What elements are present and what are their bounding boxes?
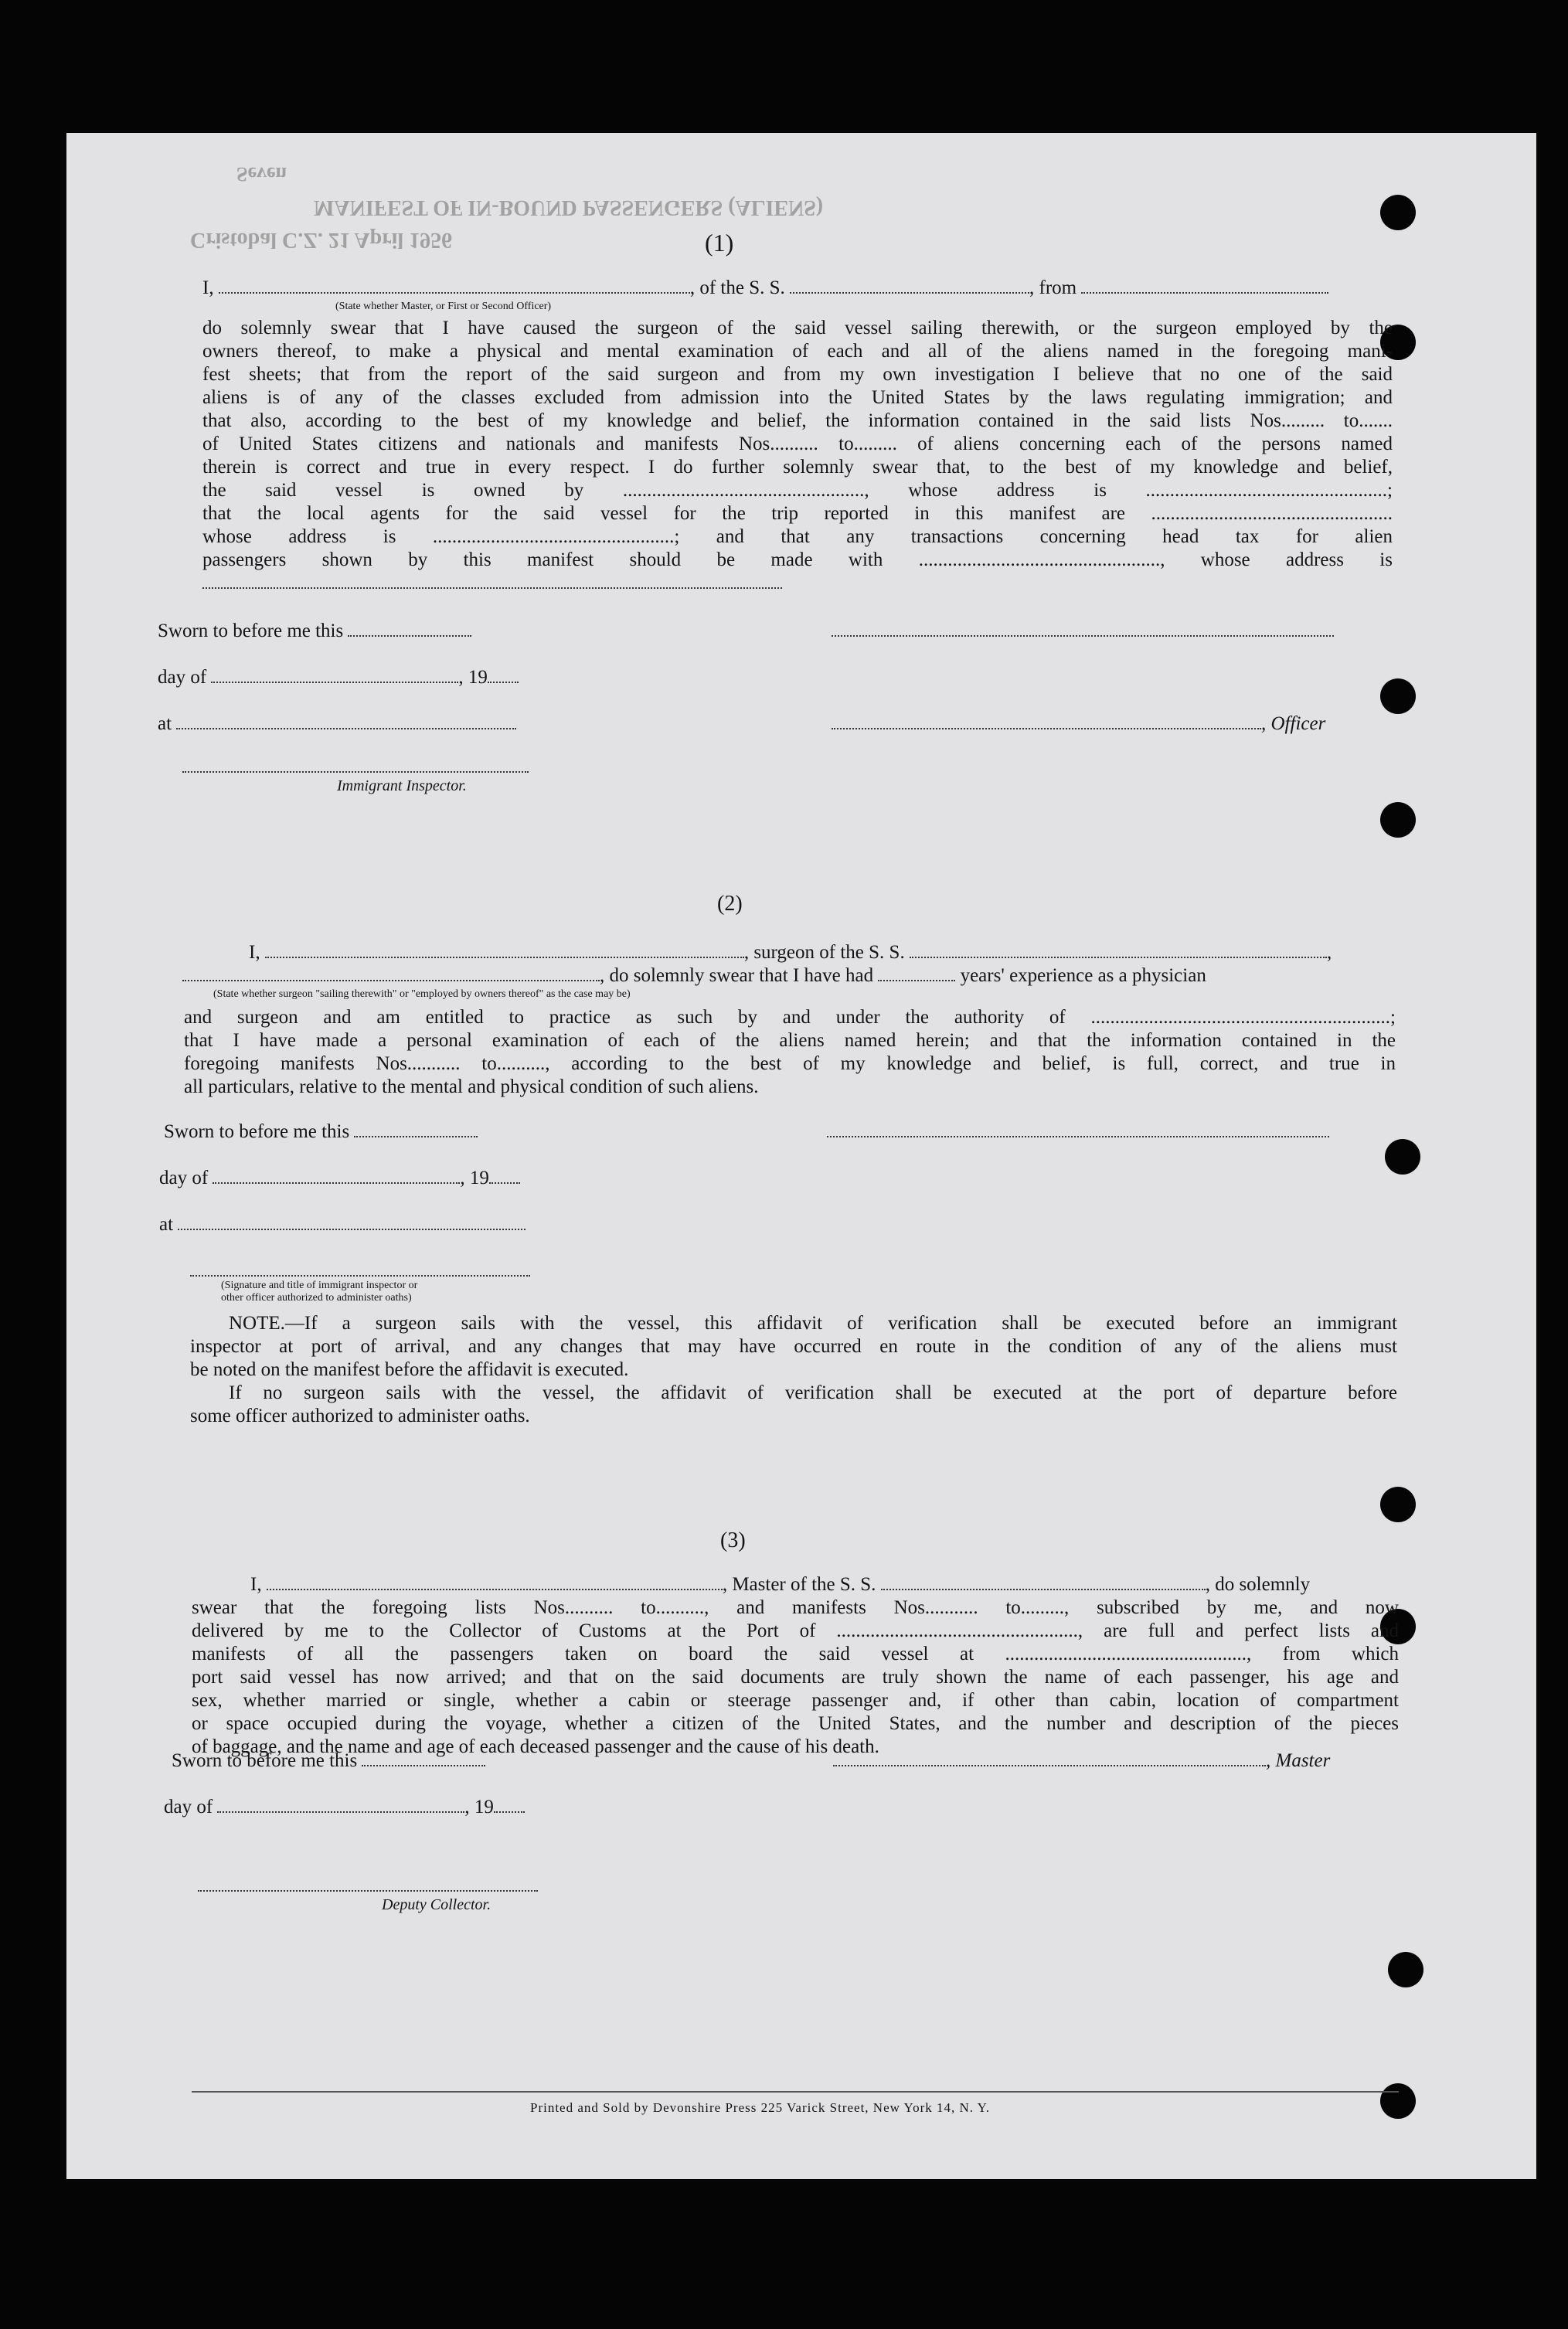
sworn-label: Sworn to before me this: [172, 1750, 358, 1771]
surgeon-intro-label: I,: [249, 942, 260, 963]
day-of-label: day of: [164, 1797, 213, 1817]
surgeon-note: [190, 1312, 1397, 1428]
punch-hole-icon: [1388, 1952, 1423, 1987]
punch-hole-icon: [1380, 195, 1416, 230]
section-1-line: that the local agents for the said vessel for the trip reported in this manifest are ..................................................: [202, 503, 1393, 524]
section-3-line: sex, whether married or single, whether a cabin or steerage passenger and, if other than cabin, location of compartment: [192, 1690, 1399, 1711]
year-label: , 19: [464, 1797, 494, 1817]
section-3-number: (3): [720, 1528, 746, 1552]
year-label: , 19: [460, 1168, 489, 1188]
section-3-body: [192, 1596, 1399, 1759]
bleed-through-line2: MANIFEST OF IN-BOUND PASSENGERS (ALIENS): [314, 196, 824, 219]
immigrant-inspector-caption: Immigrant Inspector.: [337, 777, 467, 794]
sworn-label: Sworn to before me this: [164, 1121, 350, 1142]
section-1-body: [202, 317, 1393, 572]
bleed-through-line3: Cristobal C.Z. 21 April 1956: [190, 228, 453, 252]
inspector-signature-caption: other officer authorized to administer oaths): [221, 1292, 412, 1304]
day-of-label: day of: [158, 667, 207, 688]
section-2-line: all particulars, relative to the mental and physical condition of such aliens.: [184, 1076, 759, 1097]
punch-hole-icon: [1380, 802, 1416, 838]
day-of-label: day of: [159, 1168, 209, 1188]
section-1-line: passengers shown by this manifest should be made with .................................................., whose address is: [202, 549, 1393, 570]
section-1-number: (1): [705, 229, 734, 257]
section-2-body: [184, 1006, 1396, 1099]
section-1-line: fest sheets; that from the report of the said surgeon and from my own investigation I believe that no one of the said: [202, 364, 1393, 385]
note-line: inspector at port of arrival, and any changes that may have occurred en route in the condition of any of the aliens must: [190, 1336, 1397, 1357]
officer-label: , Officer: [1261, 713, 1326, 734]
from-label: , from: [1029, 277, 1077, 298]
section-1-line: aliens is of any of the classes excluded from admission into the United States by the laws regulating immigration; and: [202, 387, 1393, 408]
form-sheet: Seven MANIFEST OF IN-BOUND PASSENGERS (ALIENS) Cristobal C.Z. 21 April 1956 (1) I, , of the S. S. , from (State whether Master, or First or Second Officer) do solemnly swear that I have caused the surgeon of the said vessel sailing therewith, or the surgeon employed by the owners thereof, to make a physical and mental examination of each and all of the aliens named in the foregoing mani- fest sheets; that from the report of the said surgeon and from my own investigation I believe that no one of the said aliens is of any of the classes excluded from admission into the United States by the laws regulating immigration; and that also, according to the best of my knowledge and belief, the information contained in the said lists Nos......... to....... of United States citizens and nationals and manifests Nos.......... to......... of aliens concerning each of the persons named therein is correct and true in every respect. I do further solemnly swear that, to the best of my knowledge and belief, the said vessel is owned by .................................................., whose address is ..................................................; that the local agents for the said vessel for the trip reported in this manifest are .................................................. whose address is ..................................................; and that any transactions concerning head tax for alien passengers shown by this manifest should be made with .................................................., whose address is Sworn to before me this day of , 19 at , Officer Immigrant Inspector. (2) I, , surgeon of the S. S. , , do solemnly swear that I have had years' experience as a physician (State whether surgeon "sailing therewith" or "employed by owners thereof" as the case may be) and surgeon and am entitled to practice as such by and under the authority of ..............................................................; that I have made a personal examination of each of the aliens named herein; and that the information contained in the foregoing manifests Nos........... to.........., according to the best of my knowledge and belief, is full, correct, and true in all particulars, relative to the mental and physical condition of such aliens. Sworn to before me this day of , 19 at (Signature and title of immigrant inspector or other officer authorized to administer oaths) NOTE.—If a surgeon sails with the vessel, this affidavit of verification shall be executed before an immigrant inspector at port of arrival, and any changes that may have occurred en route in the condition of any of the aliens must be noted on the manifest before the affidavit is executed. If no surgeon sails with the vessel, the affidavit of verification shall be executed at the port of departure before some officer authorized to administer oaths. (3) I, , Master of the S. S. , do solemnly swear that the foregoing lists Nos.......... to.........., and manifests Nos........... to........., subscribed by me, and now delivered by me to the Collector of Customs at the Port of .................................................., are full and perfect lists and manifests of all the passengers taken on board the said vessel at .................................................., from which port said vessel has now arrived; and that on the said documents are truly shown the name of each passenger, his age and sex, whether married or single, whether a cabin or steerage passenger and, if other than cabin, location of compartment or space occupied during the voyage, whether a citizen of the United States, and the number and description of the pieces of baggage, and the name and age of each deceased passenger and the cause of his death. Sworn to before me this day of , 19 , Master Deputy Collector. Printed and Sold by Devonshire Press 225 Varick Street, New York 14, N. Y.: [66, 133, 1536, 2179]
years-experience-label: years' experience as a physician: [960, 965, 1206, 986]
section-2-line: foregoing manifests Nos........... to.........., according to the best of my knowledge and belief, is full, correct, and true in: [184, 1053, 1396, 1074]
note-line: some officer authorized to administer oaths.: [190, 1406, 530, 1426]
section-3-line: or space occupied during the voyage, whether a citizen of the United States, and the number and description of the pieces: [192, 1713, 1399, 1734]
at-label: at: [159, 1214, 174, 1235]
section-3-line: swear that the foregoing lists Nos.......... to.........., and manifests Nos........... to........., subscribed by me, and now: [192, 1597, 1399, 1618]
section-3-line: manifests of all the passengers taken on board the said vessel at .................................................., from which: [192, 1644, 1399, 1664]
officer-rank-note: (State whether Master, or First or Second Officer): [335, 301, 552, 312]
section-1-line: do solemnly swear that I have caused the surgeon of the said vessel sailing therewith, or the surgeon employed by the: [202, 318, 1393, 338]
note-line: If no surgeon sails with the vessel, the affidavit of verification shall be executed at the port of departure before: [229, 1382, 1397, 1403]
master-swear-label: , do solemnly: [1205, 1574, 1311, 1595]
section-1-line: whose address is ..................................................; and that any transactions concerning head tax for alien: [202, 526, 1393, 547]
master-ss-label: , Master of the S. S.: [722, 1574, 876, 1595]
note-line: be noted on the manifest before the affidavit is executed.: [190, 1359, 629, 1380]
surgeon-swear-label: , do solemnly swear that I have had: [600, 965, 874, 986]
surgeon-ss-label: , surgeon of the S. S.: [743, 942, 905, 963]
deputy-collector-caption: Deputy Collector.: [382, 1896, 491, 1913]
printer-imprint: Printed and Sold by Devonshire Press 225 Varick Street, New York 14, N. Y.: [530, 2100, 990, 2115]
year-label: , 19: [458, 667, 488, 688]
section-3-line: delivered by me to the Collector of Customs at the Port of .................................................., are full and perfect lists and: [192, 1620, 1399, 1641]
section-1-line: of United States citizens and nationals and manifests Nos.......... to......... of aliens concerning each of the persons named: [202, 434, 1393, 454]
section-1-line: the said vessel is owned by .................................................., whose address is ..................................................;: [202, 480, 1393, 501]
punch-hole-icon: [1380, 678, 1416, 714]
surgeon-status-note: (State whether surgeon "sailing therewith" or "employed by owners thereof" as the case may be): [213, 988, 631, 1000]
section-2-line: that I have made a personal examination of each of the aliens named herein; and that the information contained in the: [184, 1030, 1396, 1051]
section-2-number: (2): [717, 892, 743, 916]
master-label: , Master: [1266, 1750, 1331, 1771]
bleed-through-line1: Seven: [236, 163, 287, 185]
section-1-line: therein is correct and true in every respect. I do further solemnly swear that, to the best of my knowledge and belief,: [202, 457, 1393, 478]
section-1-line: owners thereof, to make a physical and mental examination of each and all of the aliens named in the foregoing mani-: [202, 341, 1393, 362]
oath-intro-label: I,: [202, 277, 214, 298]
note-line: NOTE.—If a surgeon sails with the vessel, this affidavit of verification shall be executed before an immigrant: [229, 1313, 1397, 1334]
sworn-label: Sworn to before me this: [158, 620, 344, 641]
master-intro-label: I,: [250, 1574, 262, 1595]
at-label: at: [158, 713, 172, 734]
of-ss-label: , of the S. S.: [689, 277, 785, 298]
punch-hole-icon: [1380, 2083, 1416, 2119]
punch-hole-icon: [1380, 1487, 1416, 1522]
section-3-line: port said vessel has now arrived; and that on the said documents are truly shown the name of each passenger, his age and: [192, 1667, 1399, 1688]
section-1-line: that also, according to the best of my knowledge and belief, the information contained in the said lists Nos......... to.......: [202, 410, 1393, 431]
inspector-signature-caption: (Signature and title of immigrant inspector or: [221, 1280, 418, 1291]
section-3-line: of baggage, and the name and age of each deceased passenger and the cause of his death.: [192, 1736, 879, 1757]
section-2-line: and surgeon and am entitled to practice as such by and under the authority of ..............................................................;: [184, 1007, 1396, 1028]
